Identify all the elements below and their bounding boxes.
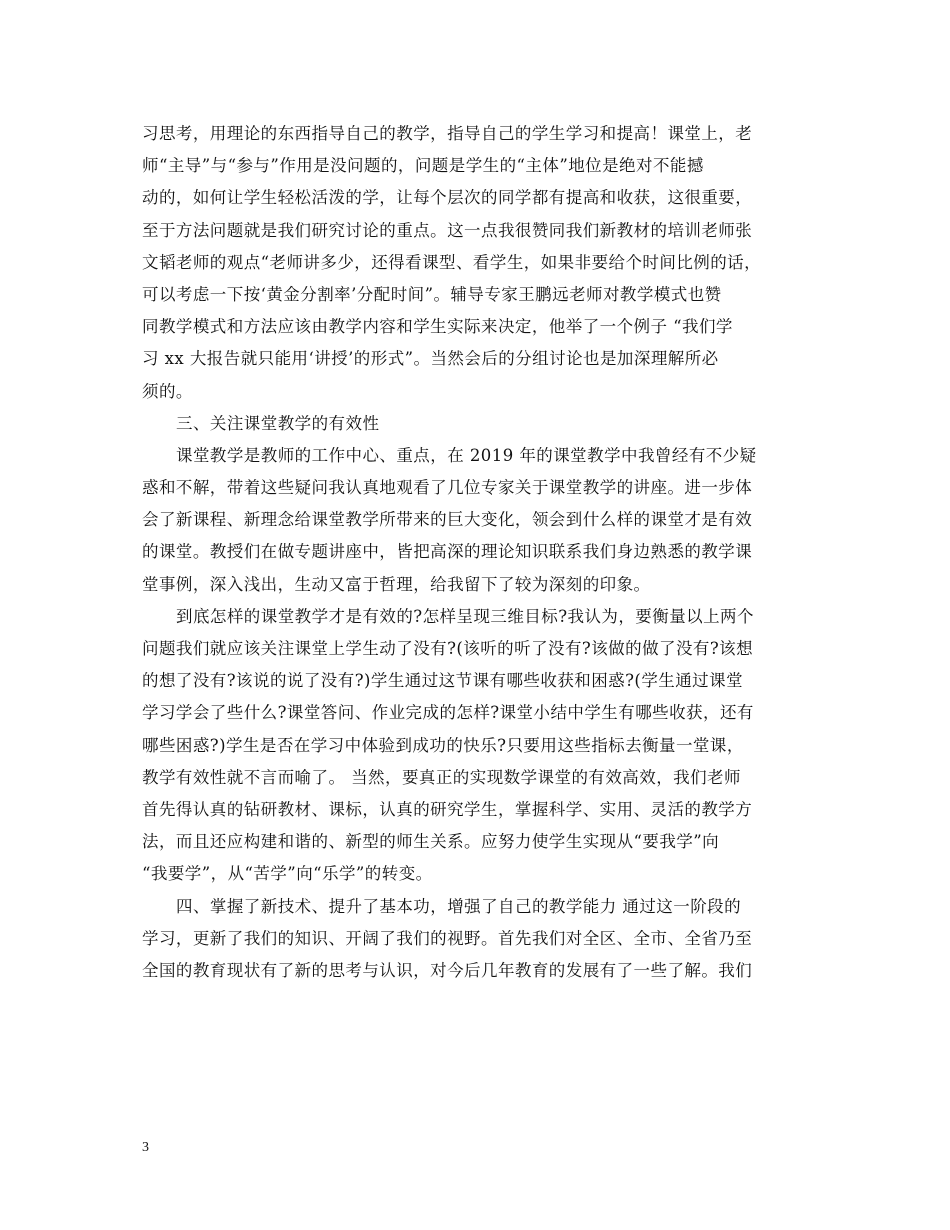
text-line: 文韬老师的观点“老师讲多少，还得看课型、看学生，如果非要给个时间比例的话， bbox=[142, 252, 762, 272]
text-line: “我要学”，从“苦学”向“乐学”的转变。 bbox=[142, 864, 433, 884]
text-line: 的课堂。教授们在做专题讲座中，皆把高深的理论知识联系我们身边熟悉的教学课 bbox=[142, 542, 753, 562]
text-line: 首先得认真的钻研教材、课标，认真的研究学生，掌握科学、实用、灵活的教学方 bbox=[142, 799, 753, 819]
text-line: 学习，更新了我们的知识、开阔了我们的视野。首先我们对全区、全市、全省乃至 bbox=[142, 928, 753, 948]
text-line: 习思考，用理论的东西指导自己的教学，指导自己的学生学习和提高！课堂上，老 bbox=[142, 124, 753, 143]
text-line: 全国的教育现状有了新的思考与认识，对今后几年教育的发展有了一些了解。我们 bbox=[142, 960, 753, 980]
text-line: 至于方法问题就是我们研究讨论的重点。这一点我很赞同我们新教材的培训老师张 bbox=[142, 220, 753, 240]
body-text bbox=[142, 118, 822, 987]
text-line: 法，而且还应构建和谐的、新型的师生关系。应努力使学生实现从“要我学”向 bbox=[142, 832, 720, 852]
text-line: 可以考虑一下按‘黄金分割率’分配时间”。辅导专家王鹏远老师对教学模式也赞 bbox=[142, 284, 722, 304]
text-line: 同教学模式和方法应该由教学内容和学生实际来决定，他举了一个例子 “我们学 bbox=[142, 317, 733, 337]
text-line: 师“主导”与“参与”作用是没问题的，问题是学生的“主体”地位是绝对不能撼 bbox=[142, 156, 704, 176]
text-line: 习 xx 大报告就只能用‘讲授’的形式”。当然会后的分组讨论也是加深理解所必 bbox=[142, 349, 719, 369]
text-line: 堂事例，深入浅出，生动又富于哲理，给我留下了较为深刻的印象。 bbox=[142, 574, 651, 594]
text-line: 会了新课程、新理念给课堂教学所带来的巨大变化，领会到什么样的课堂才是有效 bbox=[142, 510, 753, 530]
text-line: 哪些困惑?)学生是否在学习中体验到成功的快乐?只要用这些指标去衡量一堂课， bbox=[142, 735, 744, 755]
text-line: 惑和不解，带着这些疑问我认真地观看了几位专家关于课堂教学的讲座。进一步体 bbox=[142, 478, 753, 498]
page-number: 3 bbox=[142, 1140, 149, 1155]
section-heading: 四、掌握了新技术、提升了基本功，增强了自己的教学能力 通过这一阶段的 bbox=[176, 896, 742, 916]
section-heading: 三、关注课堂教学的有效性 bbox=[176, 413, 380, 433]
text-line: 课堂教学是教师的工作中心、重点，在 2019 年的课堂教学中我曾经有不少疑 bbox=[176, 445, 757, 465]
text-line: 动的，如何让学生轻松活泼的学，让每个层次的同学都有提高和收获，这很重要， bbox=[142, 188, 753, 208]
text-line: 的想了没有?该说的说了没有?)学生通过这节课有哪些收获和困惑?(学生通过课堂 bbox=[142, 671, 744, 691]
text-line: 到底怎样的课堂教学才是有效的?怎样呈现三维目标?我认为，要衡量以上两个 bbox=[176, 606, 754, 626]
text-line: 问题我们就应该关注课堂上学生动了没有?(该听的听了没有?该做的做了没有?该想 bbox=[142, 639, 754, 658]
text-line: 学习学会了些什么?课堂答问、作业完成的怎样?课堂小结中学生有哪些收获，还有 bbox=[142, 703, 754, 723]
text-line: 教学有效性就不言而喻了。 当然，要真正的实现数学课堂的有效高效，我们老师 bbox=[142, 767, 741, 787]
text-line: 须的。 bbox=[142, 381, 193, 401]
